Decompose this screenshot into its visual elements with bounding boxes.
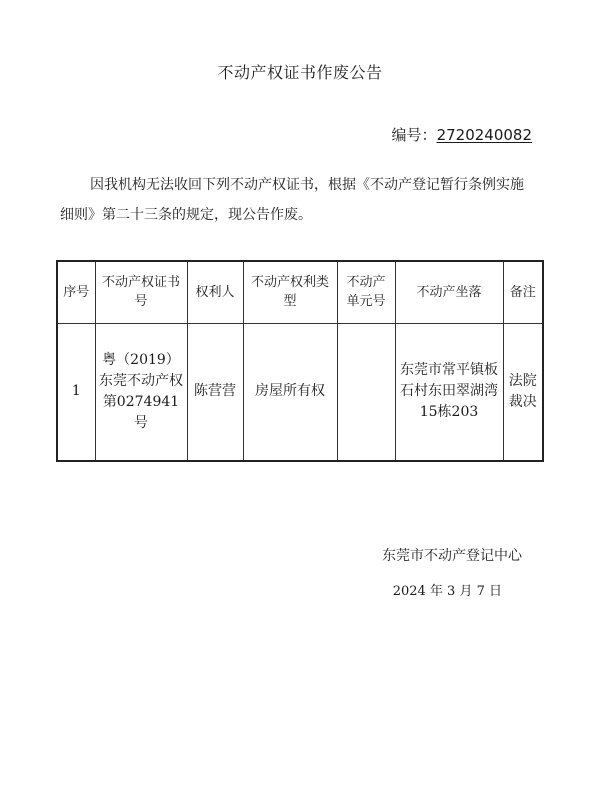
cell-location: 东莞市常平镇板石村东田翠湖湾15栋203 [395, 323, 503, 461]
header-location: 不动产坐落 [395, 261, 503, 323]
header-note: 备注 [503, 261, 543, 323]
table-header-row [57, 261, 543, 323]
header-unit-no: 不动产单元号 [337, 261, 395, 323]
document-number-label: 编号： [391, 126, 437, 144]
document-number-value: 2720240082 [436, 126, 532, 144]
header-seq: 序号 [57, 261, 95, 323]
cell-seq: 1 [57, 323, 95, 461]
header-cert-no: 不动产权证书号 [95, 261, 187, 323]
issue-date: 2024 年 3 月 7 日 [392, 584, 502, 599]
table-row [57, 323, 543, 461]
cell-note: 法院裁决 [503, 323, 543, 461]
announcement-paragraph: 因我机构无法收回下列不动产权证书，根据《不动产登记暂行条例实施细则》第二十三条的规定，现公告作废。 [60, 177, 524, 223]
header-holder: 权利人 [187, 261, 243, 323]
document-title: 不动产权证书作废公告 [217, 63, 383, 82]
document-number [392, 124, 532, 145]
header-right-type: 不动产权利类型 [243, 261, 337, 323]
cell-cert-no: 粤（2019）东莞不动产权第0274941号 [95, 323, 187, 461]
certificate-table [56, 260, 544, 462]
cell-unit-no [337, 323, 395, 461]
announcement-body [60, 170, 530, 230]
cell-right-type: 房屋所有权 [243, 323, 337, 461]
issuer-name: 东莞市不动产登记中心 [382, 548, 522, 564]
cell-holder: 陈营营 [187, 323, 243, 461]
